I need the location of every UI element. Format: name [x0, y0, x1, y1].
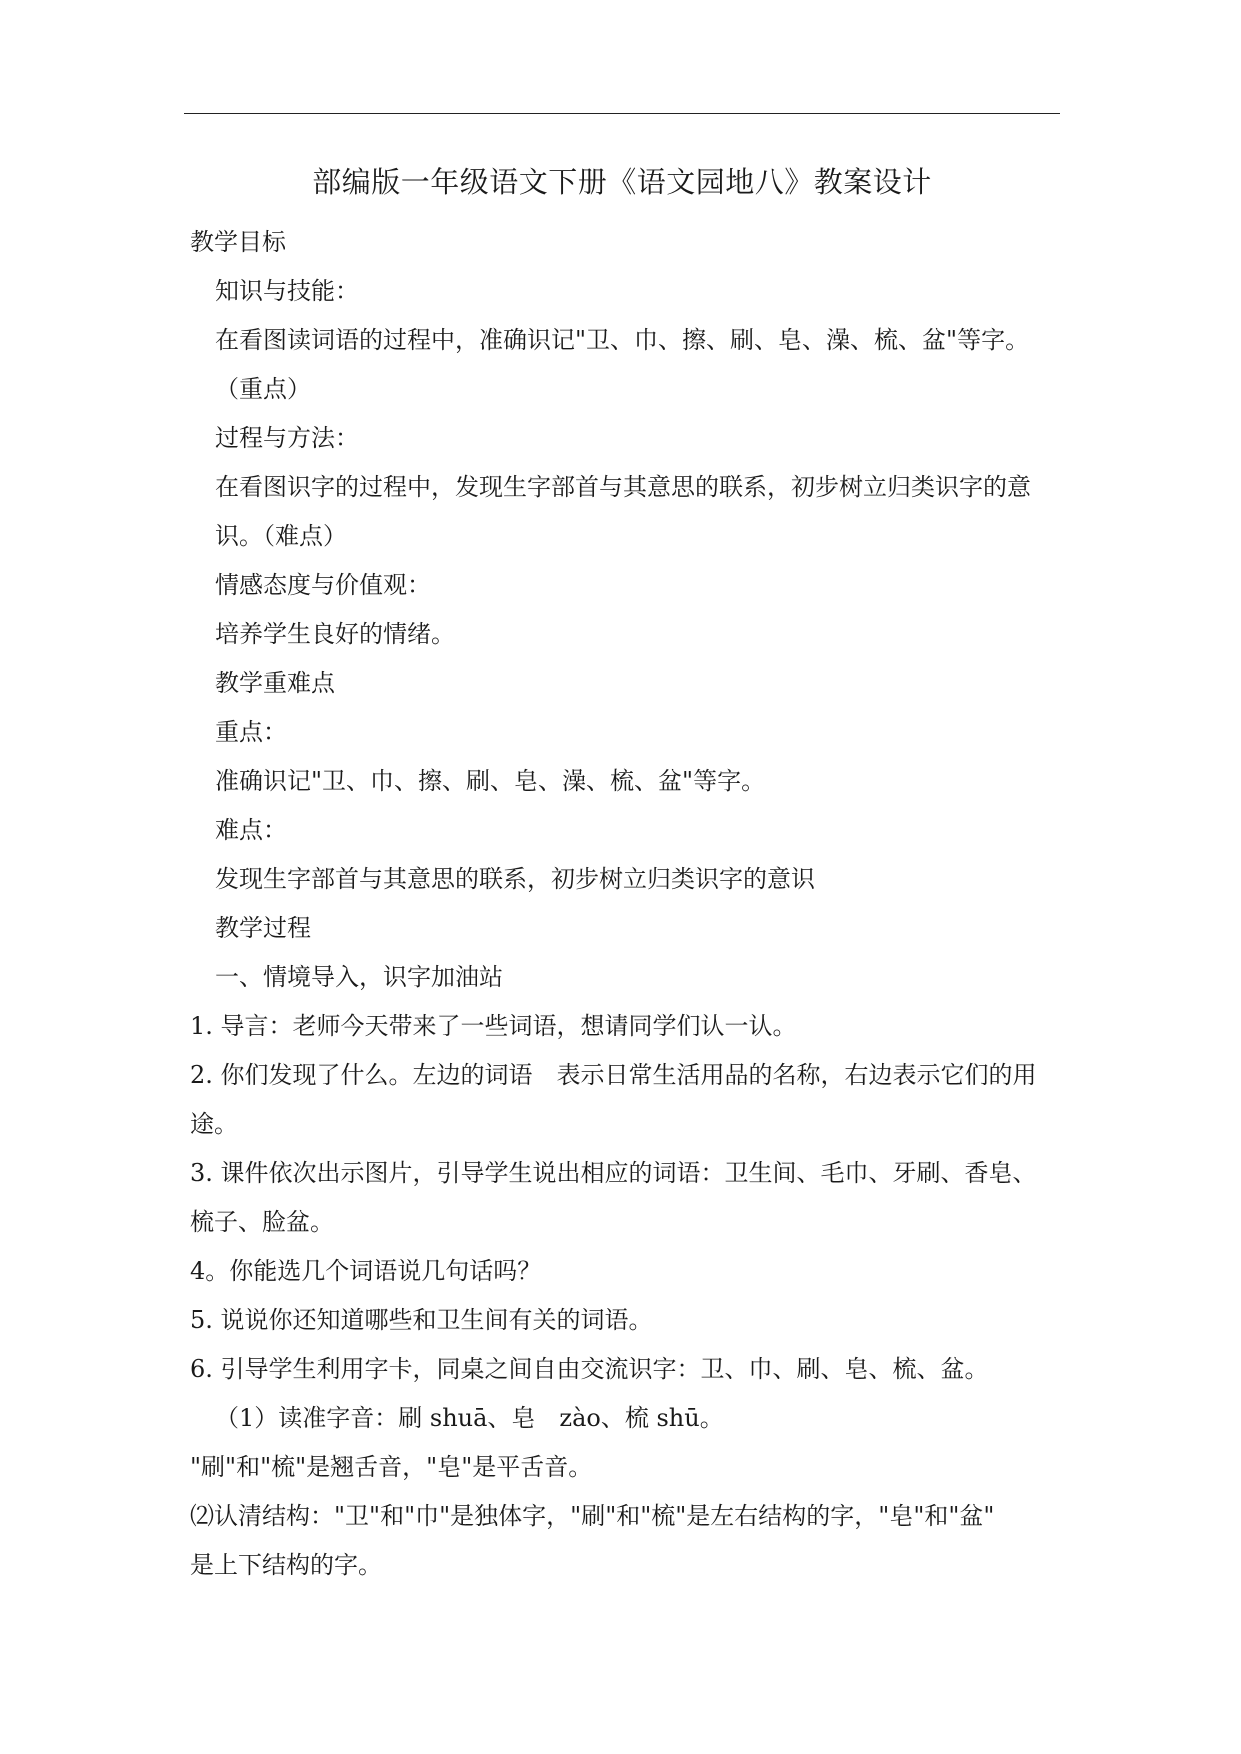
paragraph-line: 准确识记"卫、巾、擦、刷、皂、澡、梳、盆"等字。: [215, 767, 766, 795]
heading-teaching-goals: 教学目标: [190, 228, 286, 256]
paragraph-line: 梳子、脸盆。: [190, 1208, 334, 1236]
paragraph-line: 在看图识字的过程中，发现生字部首与其意思的联系，初步树立归类识字的意: [215, 473, 1031, 501]
header-rule: [184, 113, 1060, 114]
paragraph-line: 识。（难点）: [215, 522, 347, 550]
list-item: 2. 你们发现了什么。左边的词语 表示日常生活用品的名称，右边表示它们的用: [190, 1061, 1037, 1089]
paragraph-line: 发现生字部首与其意思的联系，初步树立归类识字的意识: [215, 865, 815, 893]
paragraph-line: 培养学生良好的情绪。: [215, 620, 455, 648]
subheading-emotion-values: 情感态度与价值观：: [215, 571, 431, 599]
list-item: 5. 说说你还知道哪些和卫生间有关的词语。: [190, 1306, 653, 1334]
list-item: 6. 引导学生利用字卡，同桌之间自由交流识字：卫、巾、刷、皂、梳、盆。: [190, 1355, 989, 1383]
subheading-knowledge-skills: 知识与技能：: [215, 277, 359, 305]
section-heading-1: 一、情境导入，识字加油站: [215, 963, 503, 991]
document-title: 部编版一年级语文下册《语文园地八》教案设计: [312, 165, 932, 199]
paragraph-line: 途。: [190, 1110, 238, 1138]
list-item: 3. 课件依次出示图片，引导学生说出相应的词语：卫生间、毛巾、牙刷、香皂、: [190, 1159, 1037, 1187]
paragraph-line: 是上下结构的字。: [190, 1551, 382, 1579]
list-item: 4。你能选几个词语说几句话吗？: [190, 1257, 542, 1285]
subheading-difficult-points: 难点：: [215, 816, 287, 844]
heading-key-difficult-points: 教学重难点: [215, 669, 335, 697]
subheading-key-points: 重点：: [215, 718, 287, 746]
heading-teaching-process: 教学过程: [215, 914, 311, 942]
paragraph-line: "刷"和"梳"是翘舌音，"皂"是平舌音。: [190, 1453, 593, 1481]
sub-list-item: （1）读准字音：刷 shuā、皂 zào、梳 shū。: [215, 1404, 724, 1432]
list-item: 1. 导言：老师今天带来了一些词语，想请同学们认一认。: [190, 1012, 797, 1040]
paragraph-line: 在看图读词语的过程中，准确识记"卫、巾、擦、刷、皂、澡、梳、盆"等字。: [215, 326, 1030, 354]
subheading-process-method: 过程与方法：: [215, 424, 359, 452]
sub-list-item: ⑵认清结构："卫"和"巾"是独体字，"刷"和"梳"是左右结构的字，"皂"和"盆": [190, 1502, 995, 1530]
paragraph-line: （重点）: [215, 375, 311, 403]
